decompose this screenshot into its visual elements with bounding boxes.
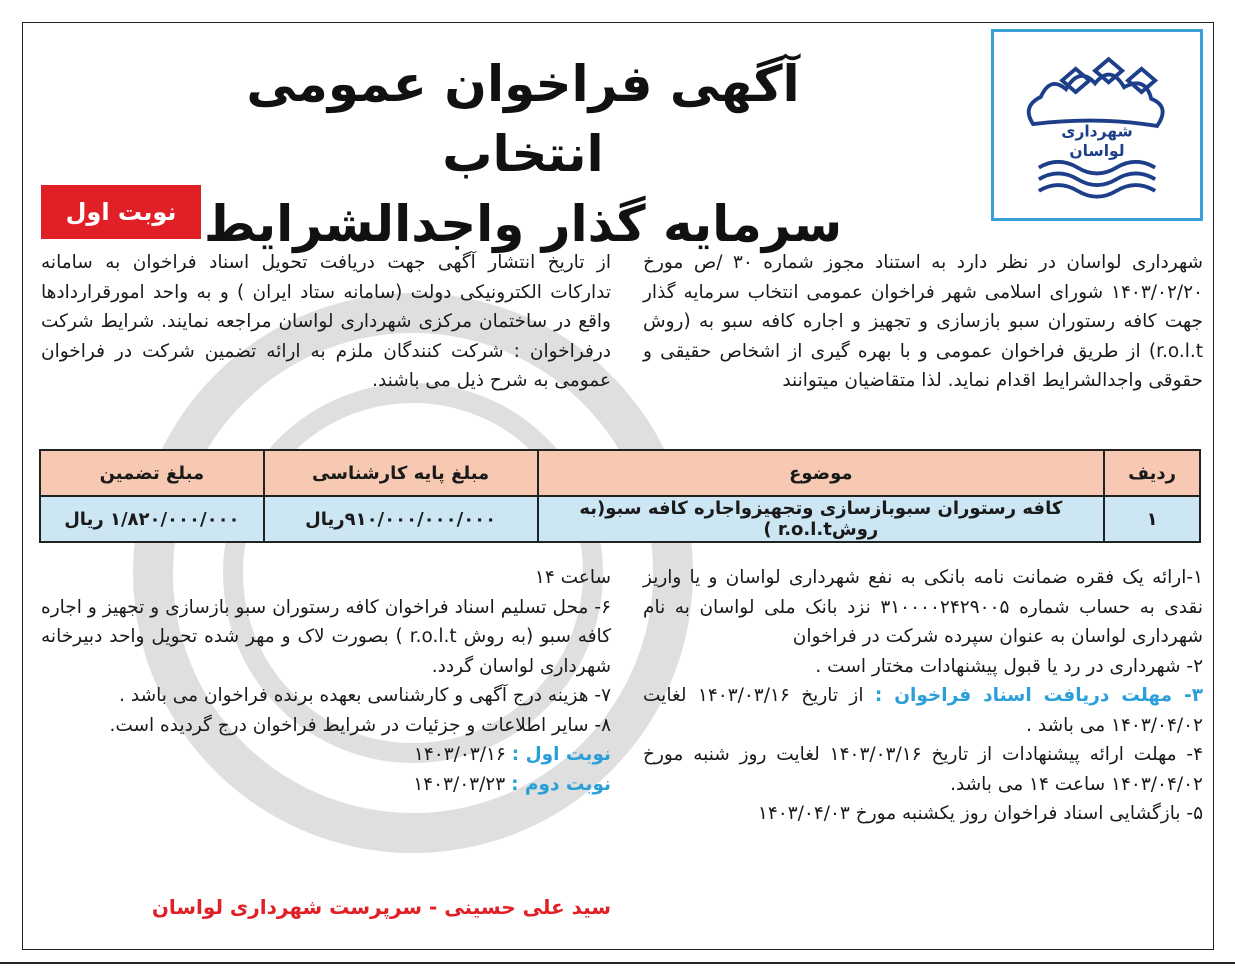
- notice-title: [173, 49, 873, 259]
- title-line-1: آگهی فراخوان عمومی انتخاب: [246, 55, 800, 183]
- cell-subject: کافه رستوران سبوبازسازی وتجهیزواجاره کافه سبو(به روشr.o.l.t ): [538, 496, 1105, 542]
- municipality-logo: [991, 29, 1203, 221]
- intro-paragraph-right: شهرداری لواسان در نظر دارد به استناد مجوز شماره ۳۰ /ص مورخ ۱۴۰۳/۰۲/۲۰ شورای اسلامی شهر فراخوان عمومی انتخاب سرمایه گذار جهت کافه رستوران سبو بازسازی و تجهیز و اجاره کافه سبو به (روش r.o.l.t) از طریق فراخوان عمومی و با بهره گیری از اشخاص حقیقی و حقوقی واجدالشرایط اقدام نماید. لذا متقاضیان میتوانند: [643, 252, 1203, 391]
- logo-text-2: لواسان: [1069, 142, 1125, 160]
- tender-table: [39, 449, 1201, 543]
- condition-2: ۲- شهرداری در رد یا قبول پیشنهادات مختار است .: [815, 655, 1203, 677]
- cell-row-number: ۱: [1104, 496, 1200, 542]
- header-row-number: ردیف: [1104, 450, 1200, 496]
- condition-4: ۴- مهلت ارائه پیشنهادات از تاریخ ۱۴۰۳/۰۳/۱۶ لغایت روز شنبه مورخ ۱۴۰۳/۰۴/۰۲ ساعت ۱۴ می باشد.: [643, 744, 1203, 795]
- condition-3-label: ۳- مهلت دریافت اسناد فراخوان :: [874, 685, 1203, 706]
- intro-paragraph-left: از تاریخ انتشار آگهی جهت دریافت تحویل اسناد فراخوان به سامانه تدارکات الکترونیکی دولت (سامانه ستاد ایران ) و به واحد امورقراردادها واقع در ساختمان مرکزی شهرداری لواسان مراجعه نمایند. شرایط شرکت درفراخوان : شرکت کنندگان ملزم به ارائه تضمین شرکت در فراخوان عمومی به شرح ذیل می باشند.: [41, 252, 611, 391]
- condition-7: ۷- هزینه درج آگهی و کارشناسی بعهده برنده فراخوان می باشد .: [119, 685, 611, 706]
- notice-frame: [22, 22, 1214, 950]
- header-base-amount: مبلغ پایه کارشناسی: [264, 450, 538, 496]
- bottom-divider: [0, 962, 1235, 964]
- condition-6: ۶- محل تسلیم اسناد فراخوان کافه رستوران سبو بازسازی و تجهیز و اجاره کافه سبو (به روش r.o.l.t ) بصورت لاک و مهر شده تحویل واحد دبیرخانه شهرداری لواسان گردد.: [41, 596, 611, 677]
- table-header-row: [40, 450, 1200, 496]
- round-badge: نوبت اول: [41, 185, 201, 239]
- round-2-label: نوبت دوم :: [511, 773, 611, 795]
- round-1-date: ۱۴۰۳/۰۳/۱۶: [413, 744, 506, 765]
- round-2-line: [41, 770, 611, 800]
- header-guarantee-amount: مبلغ تضمین: [40, 450, 264, 496]
- condition-3-text: از تاریخ ۱۴۰۳/۰۳/۱۶ لغایت ۱۴۰۳/۰۴/۰۲ می باشد .: [643, 685, 1203, 736]
- condition-5-continued: ساعت ۱۴: [534, 567, 611, 588]
- cell-guarantee-amount: ۱/۸۲۰/۰۰۰/۰۰۰ ریال: [40, 496, 264, 542]
- signature: سید علی حسینی - سرپرست شهرداری لواسان: [151, 895, 611, 919]
- table-row: [40, 496, 1200, 542]
- round-1-label: نوبت اول :: [511, 744, 611, 765]
- condition-1: ۱-ارائه یک فقره ضمانت نامه بانکی به نفع شهرداری لواسان و یا واریز نقدی به حساب شماره ۳۱۰۰۰۰۲۴۲۹۰۰۵ نزد بانک ملی لواسان به نام شهرداری لواسان به عنوان سپرده شرکت در فراخوان: [643, 567, 1203, 647]
- conditions-left: [41, 563, 611, 799]
- condition-8: ۸- سایر اطلاعات و جزئیات در شرایط فراخوان درج گردیده است.: [109, 714, 611, 736]
- condition-5: ۵- بازگشایی اسناد فراخوان روز یکشنبه مورخ ۱۴۰۳/۰۴/۰۳: [757, 803, 1203, 824]
- round-2-date: ۱۴۰۳/۰۳/۲۳: [413, 773, 506, 795]
- round-1-line: [41, 740, 611, 770]
- conditions-right: [643, 563, 1203, 829]
- logo-text-1: شهرداری: [1061, 122, 1133, 141]
- condition-3: [643, 681, 1203, 740]
- cell-base-amount: ۹۱۰/۰۰۰/۰۰۰/۰۰۰ریال: [264, 496, 538, 542]
- title-line-2: سرمایه گذار واجدالشرایط: [203, 195, 843, 253]
- logo-icon: [994, 32, 1200, 218]
- header-subject: موضوع: [538, 450, 1105, 496]
